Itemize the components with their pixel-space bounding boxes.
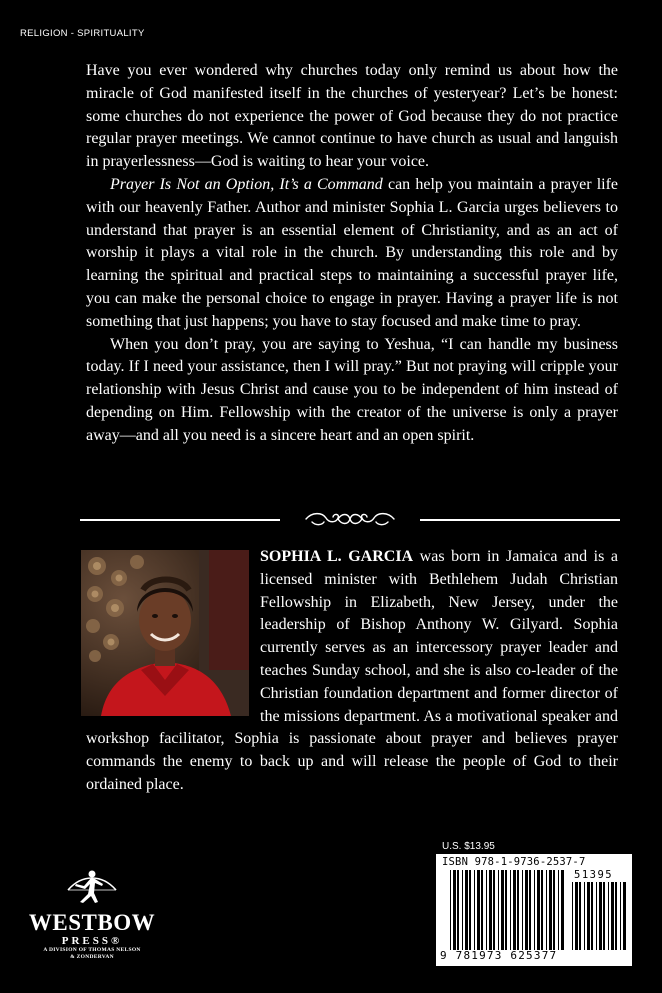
publisher-logo — [22, 868, 162, 973]
price-addon-digits: 51395 — [574, 869, 614, 881]
divider-line-left — [80, 519, 280, 521]
category-label: RELIGION - SPIRITUALITY — [20, 28, 145, 39]
flourish-ornament-icon — [302, 509, 398, 529]
publisher-brand: WESTBOW — [28, 910, 156, 935]
isbn-barcode — [436, 854, 632, 966]
isbn-text: ISBN 978-1-9736-2537-7 — [442, 856, 586, 868]
blurb-paragraph-3: When you don’t pray, you are saying to Yeshua, “I can handle my business today. If I need your assistance, then I will pray.” But not praying will cripple your relationship with Jesus Christ and cause you to be independent of him instead of depending on Him. Fellowship with the creator of the universe is only a prayer away—and all you need is a sincere heart and an open spirit. — [86, 335, 618, 444]
price-label: U.S. $13.95 — [442, 841, 495, 852]
publisher-press: PRESS® — [61, 935, 123, 947]
ornamental-divider — [80, 509, 620, 529]
blurb-paragraph-2 — [86, 174, 618, 334]
book-title-italic: Prayer Is Not an Option, It’s a Command — [110, 175, 383, 193]
archer-figure-icon — [62, 868, 122, 904]
blurb-paragraph-1: Have you ever wondered why churches today only remind us about how the miracle of God manifested itself in the churches of yesteryear? Let’s be honest: some churches do not experience the power of God because they do not practice regular prayer meetings. We cannot continue to have church as usual and languish in prayerlessness—God is waiting to hear your voice. — [86, 62, 618, 171]
author-name: SOPHIA L. GARCIA — [260, 548, 414, 565]
author-bio — [86, 546, 618, 797]
ean-digits: 9 781973 625377 — [440, 949, 558, 962]
blurb-paragraph-2-text: can help you maintain a prayer life with our heavenly Father. Author and minister Sophia L. Garcia urges believers to understand that prayer is an essential element of Christianity, and as an act of worship it plays a vital role in the church. By understanding this role and by learning the spiritual and practical steps to maintaining a successful prayer life, you can make the personal choice to engage in prayer. Having a prayer life is not something that just happens; you have to stay focused and make time to pray. — [86, 175, 619, 330]
publisher-division-line-2: & ZONDERVAN — [70, 954, 114, 960]
divider-line-right — [420, 519, 620, 521]
back-cover-blurb — [86, 60, 618, 448]
publisher-division-line-1: A DIVISION OF THOMAS NELSON — [43, 947, 141, 953]
author-bio-text: was born in Jamaica and is a licensed minister with Bethlehem Judah Christian Fellowship in Elizabeth, New Jersey, under the leadership of Bishop Anthony W. Gilyard. Sophia currently serves as an intercessory prayer leader and teaches Sunday school, and she is also co-leader of the Christian foundation department and former director of the missions department. As a motivational speaker and workshop facilitator, Sophia is passionate about prayer and believes prayer commands the enemy to back up and will release the people of God to their ordained place. — [86, 548, 618, 793]
